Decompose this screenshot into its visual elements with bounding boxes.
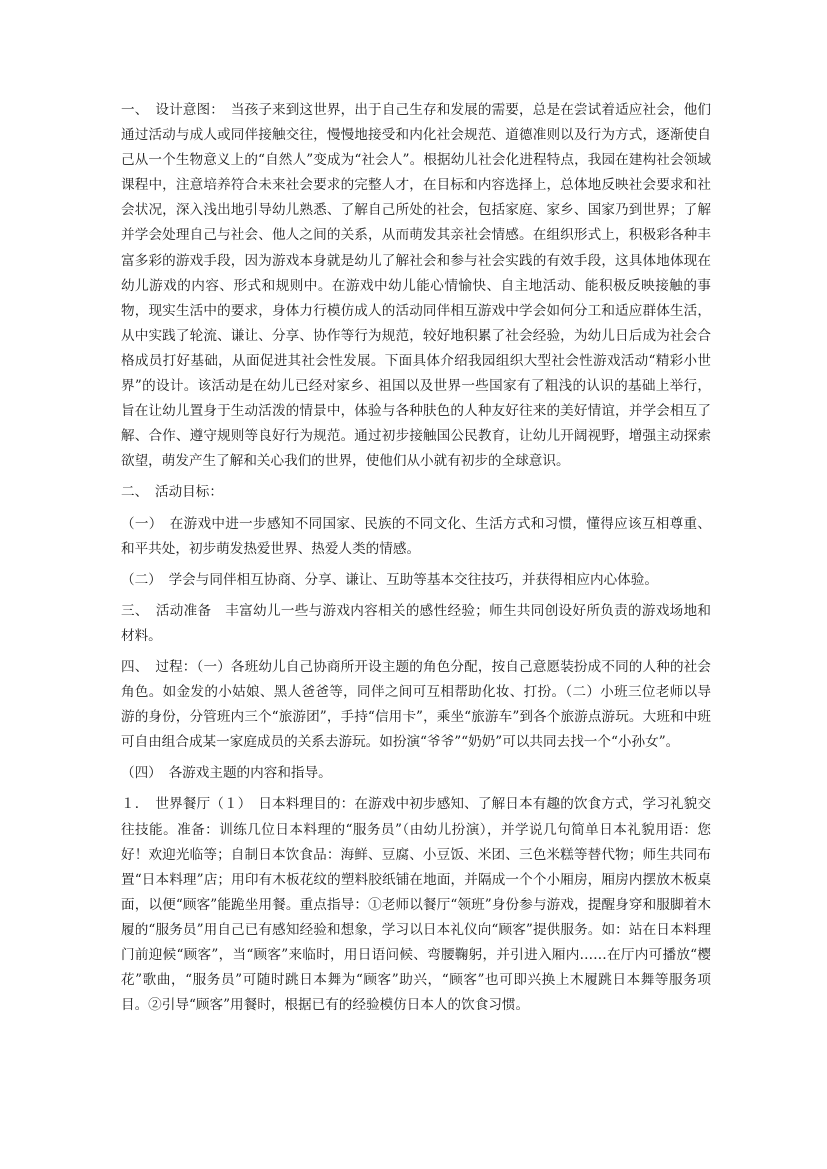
document-body: [121, 98, 711, 1024]
paragraph-preparation: 三、 活动准备 丰富幼儿一些与游戏内容相关的感性经验；师生共同创设好所负责的游戏场地和材料。: [121, 602, 711, 644]
paragraph-process: 四、 过程：（一）各班幼儿自己协商所开设主题的角色分配，按自己意愿装扮成不同的人种的社会角色。如金发的小姑娘、黑人爸爸等，同伴之间可互相帮助化妆、打扮。（二）小班三位老师以导游的身份，分管班内三个“旅游团”，手持“信用卡”，乘坐“旅游车”到各个旅游点游玩。大班和中班可自由组合成某一家庭成员的关系去游玩。如扮演“爷爷”“奶奶”可以共同去找一个“小孙女”。: [121, 658, 711, 751]
heading-game-themes: （四） 各游戏主题的内容和指导。: [121, 765, 332, 782]
goal-two: （二） 学会与同伴相互协商、分享、谦让、互助等基本交往技巧，并获得相应内心体验。: [121, 571, 658, 588]
paragraph-design-intent: 一、 设计意图： 当孩子来到这世界，出于自己生存和发展的需要，总是在尝试着适应社会，他们通过活动与成人或同伴接触交往，慢慢地接受和内化社会规范、道德准则以及行为方式，逐渐使自己从一个生物意义上的“自然人”变成为“社会人”。根据幼儿社会化进程特点，我园在建构社会领域课程中，注意培养符合未来社会要求的完整人才，在目标和内容选择上，总体地反映社会要求和社会状况，深入浅出地引导幼儿熟悉、了解自己所处的社会，包括家庭、家乡、国家乃到世界；了解并学会处理自己与社会、他人之间的关系，从而萌发其亲社会情感。在组织形式上，积极彩各种丰富多彩的游戏手段，因为游戏本身就是幼儿了解社会和参与社会实践的有效手段，这具体地体现在幼儿游戏的内容、形式和规则中。在游戏中幼儿能心情愉快、自主地活动、能积极反映接触的事物，现实生活中的要求，身体力行模仿成人的活动同伴相互游戏中学会如何分工和适应群体生活，从中实践了轮流、谦让、分享、协作等行为规范，较好地积累了社会经验，为幼儿日后成为社会合格成员打好基础，从面促进其社会性发展。下面具体介绍我园组织大型社会性游戏活动“精彩小世界”的设计。该活动是在幼儿已经对家乡、祖国以及世界一些国家有了粗浅的认识的基础上举行，旨在让幼儿置身于生动活泼的情景中，体验与各种肤色的人种友好往来的美好情谊，并学会相互了解、合作、遵守规则等良好行为规范。通过初步接触国公民教育，让幼儿开阔视野，增强主动探索欲望，萌发产生了解和关心我们的世界，使他们从小就有初步的全球意识。: [121, 102, 711, 470]
heading-activity-goals: 二、 活动目标：: [121, 484, 223, 501]
goal-one: （一） 在游戏中进一步感知不同国家、民族的不同文化、生活方式和习惯，懂得应该互相尊重、和平共处，初步萌发热爱世界、热爱人类的情感。: [121, 515, 711, 557]
paragraph-world-restaurant: １． 世界餐厅（１） 日本料理目的：在游戏中初步感知、了解日本有趣的饮食方式，学习礼貌交往技能。准备：训练几位日本料理的“服务员”（由幼儿扮演），并学说几句简单日本礼貌用语：您好！欢迎光临等；自制日本饮食品：海鲜、豆腐、小豆饭、米团、三色米糕等替代物；师生共同布置“日本料理”店；用印有木板花纹的塑料胶纸铺在地面，并隔成一个个小厢房，厢房内摆放木板桌面，以便“顾客”能跪坐用餐。重点指导：①老师以餐厅“领班”身份参与游戏，提醒身穿和服脚着木履的“服务员”用自己已有感知经验和想象，学习以日本礼仪向“顾客”提供服务。如：站在日本料理门前迎候“顾客”，当“顾客”来临时，用日语问候、弯腰鞠躬，并引进入厢内……在厅内可播放“樱花”歌曲，“服务员”可随时跳日本舞为“顾客”助兴，“顾客”也可即兴换上木履跳日本舞等服务项目。②引导“顾客”用餐时，根据已有的经验模仿日本人的饮食习惯。: [121, 796, 711, 1014]
